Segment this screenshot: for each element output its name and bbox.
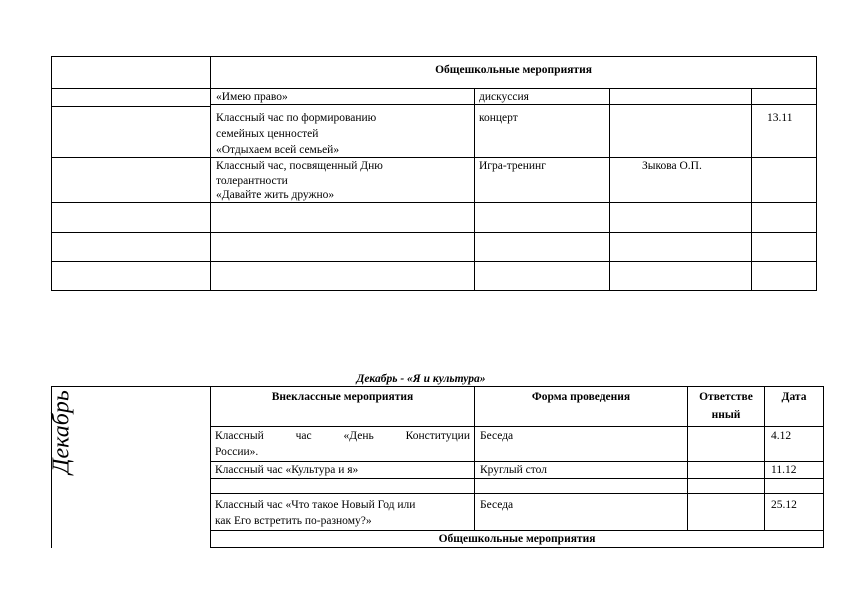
table-2-row-1-word: «День: [343, 430, 374, 442]
table-1-row-3-event-line-2: толерантности: [216, 175, 288, 187]
table-2-row-2-event: Классный час «Культура и я»: [215, 464, 359, 476]
table-1-row-3-form: Игра-тренинг: [479, 160, 546, 172]
table-1-col-rule: [210, 56, 211, 291]
table-1-col-rule: [609, 88, 610, 291]
table-1-border-right: [816, 56, 817, 291]
table-1-row-3-event-line-3: «Давайте жить дружно»: [216, 189, 335, 201]
table-2-header-date: Дата: [781, 391, 807, 403]
table-1-section-title: Общешкольные мероприятия: [435, 64, 592, 76]
table-2-col-rule: [764, 386, 765, 531]
table-2-rule: [210, 493, 824, 494]
table-1-row-2-form: концерт: [479, 112, 518, 124]
table-1-rule: [51, 88, 817, 89]
table-1-rule: [51, 106, 211, 107]
table-2-border-top: [51, 386, 824, 387]
table-1-rule: [51, 157, 817, 158]
table-2-col-rule: [474, 386, 475, 531]
table-1-col-rule: [751, 88, 752, 291]
table-2-row-1-event-line-1: [215, 428, 470, 444]
table-2-row-2-form: Круглый стол: [480, 464, 547, 476]
table-1-border-left: [51, 56, 52, 291]
table-1-row-1-event: «Имею право»: [216, 91, 288, 103]
table-2-header-form: Форма проведения: [531, 391, 631, 403]
table-2-row-1-event-line-2: России».: [215, 446, 259, 458]
table-2-month-label: Декабрь: [48, 390, 75, 474]
table-2-header-events: Внеклассные мероприятия: [271, 391, 414, 403]
table-1-border-top: [51, 56, 817, 57]
table-2-row-1-date: 4.12: [771, 430, 792, 442]
table-2-header-responsible-line-2: нный: [711, 409, 741, 421]
table-1-row-2-date: 13.11: [767, 112, 793, 124]
table-2-rule: [210, 478, 824, 479]
table-2-row-3-event-line-1: Классный час «Что такое Новый Год или: [215, 499, 416, 511]
table-1-row-2-event-line-1: Классный час по формированию: [216, 112, 377, 124]
table-2-col-rule: [210, 386, 211, 548]
table-2-row-3-event-line-2: как Его встретить по-разному?»: [215, 515, 372, 527]
table-2-row-3-form: Беседа: [480, 499, 514, 511]
table-1-row-3-event-line-1: Классный час, посвященный Дню: [216, 160, 383, 172]
table-1-row-1-form: дискуссия: [479, 91, 529, 103]
table-2-border-bottom: [210, 547, 824, 548]
table-1-row-3-responsible: Зыкова О.П.: [642, 160, 702, 172]
table-2-rule: [210, 426, 824, 427]
table-1-col-rule: [474, 88, 475, 291]
table-2-caption: Декабрь - «Я и культура»: [356, 373, 486, 385]
table-1-row-2-event-line-3: «Отдыхаем всей семьей»: [216, 144, 340, 156]
table-1-rule: [51, 202, 817, 203]
table-2-row-1-word: Классный: [215, 430, 264, 442]
table-2-row-1-word: час: [295, 430, 312, 442]
table-2-border-right: [823, 386, 824, 548]
table-2-row-1-word: Конституции: [405, 430, 470, 442]
table-1-rule: [51, 261, 817, 262]
table-2-row-2-date: 11.12: [771, 464, 797, 476]
table-2-row-1-form: Беседа: [480, 430, 514, 442]
table-2-footer-title: Общешкольные мероприятия: [438, 533, 596, 545]
table-2-row-3-date: 25.12: [771, 499, 797, 511]
table-1-rule: [51, 232, 817, 233]
table-1-row-2-event-line-2: семейных ценностей: [216, 128, 319, 140]
table-2-header-responsible-line-1: Ответстве: [699, 391, 753, 403]
table-1-border-bottom: [51, 290, 817, 291]
